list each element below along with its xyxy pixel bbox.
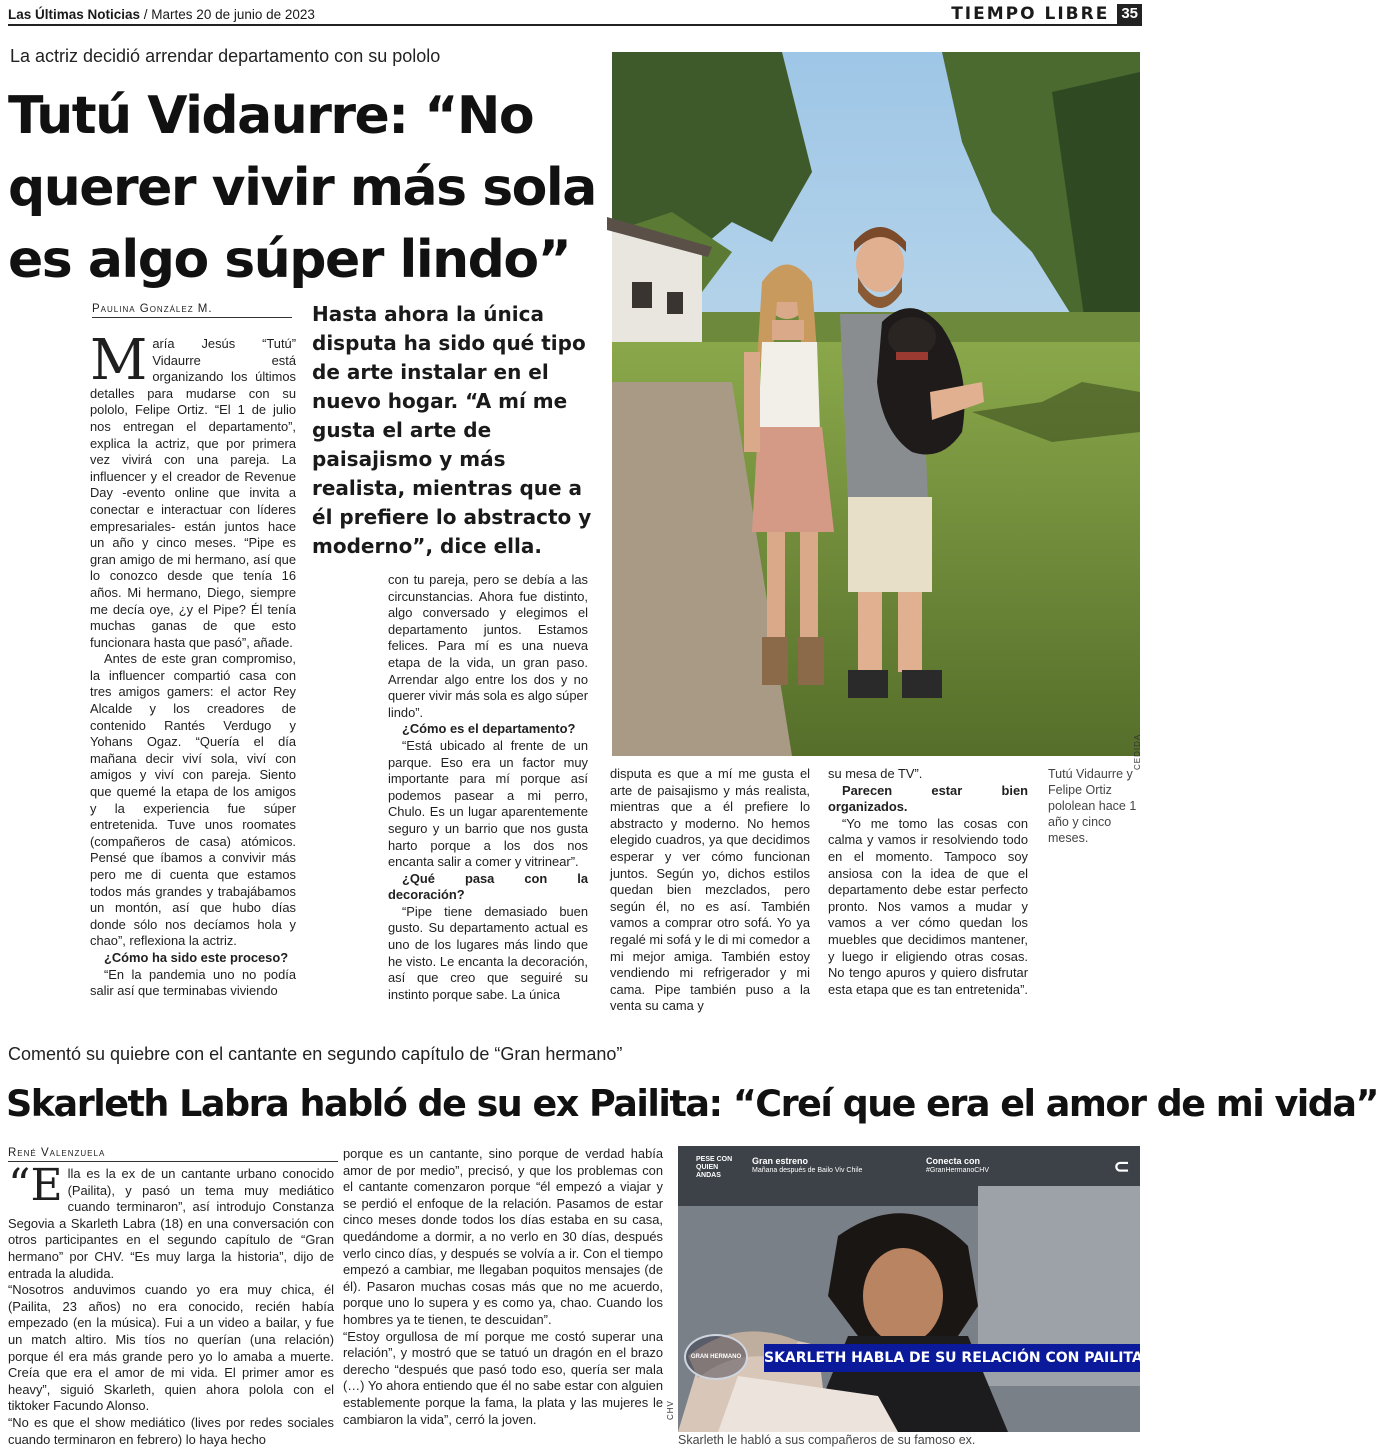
article2-caption: Skarleth le habló a sus compañeros de su famoso ex. (678, 1433, 976, 1447)
article2-photo-credit: CHV (666, 1400, 675, 1420)
article1-paragraph: “En la pandemia uno no podía salir así que terminabas viviendo (90, 966, 296, 999)
article2-paragraph: “Estoy orgullosa de mí porque me costó superar una relación”, y mostró que se tatuó un dragón en el brazo derecho “después que pasó todo eso, quería ser mala (…) Yo ahora entiendo que él no sabe estar con alguien establemente porque la fama, la plata y las mujeres le cambiaron la vida”, cerró la joven. (343, 1328, 663, 1427)
article2-paragraph: “No es que el show mediático (lives por redes sociales cuando terminaron en febrero) lo haya hecho (8, 1414, 334, 1447)
article1-paragraph: Antes de este gran compromiso, la influencer compartió casa con tres amigos gamers: el actor Rey Alcalde y los creadores de contenido Rantés Verdugo y Yohans Ogaz. “Quería el día mañana decir viví sola, viví con amigos y viví con pareja. Siento que quemé la etapa de los amigos y la experiencia fue súper entretenida. Tuve unos roomates (compañeros de casa) atómicos. Pensé que íbamos a convivir más pero me di cuenta que estamos todos más grandes y trabajábamos un montón, así que hubo días donde sólo nos decíamos hola y chao”, reflexiona la actriz. (90, 651, 296, 949)
article1-question: ¿Qué pasa con la decoración? (388, 870, 588, 903)
article1-headline: Tutú Vidaurre: “No querer vivir más sola es algo súper lindo” (8, 86, 596, 290)
dropcap: M (90, 328, 148, 393)
article1-paragraph: María Jesús “Tutú” Vidaurre está organizando los últimos detalles para mudarse con su pololo, Felipe Ortiz. “El 1 de julio nos entregan el departamento”, explica la actriz, que por primera vez vivirá con una pareja. La influencer y el creador de Revenue Day -evento online que invita a conectar e interactuar con líderes empresariales- están juntos hace un año y cinco meses. “Pipe es gran amigo de mi hermano, así que lo conozco desde que tenía 16 años. Mi hermano, Diego, siempre me decía oye, ¿y el Pipe? Él tenía muchas ganas de que esto funcionara hasta que pasó”, añade. (90, 328, 296, 650)
article2-byline: René Valenzuela (8, 1147, 338, 1162)
gran-hermano-logo: GRAN HERMANO (684, 1334, 748, 1380)
article2-column-2 (343, 1146, 663, 1428)
show-logo: PESE CON QUIEN ANDAS (696, 1156, 733, 1179)
page-header (8, 4, 1142, 26)
article1-paragraph: disputa es que a mí me gusta el arte de paisajismo y más realista, mientras que a él prefiere lo abstracto y moderno. No hemos elegido cuadros, ya que decidimos esperar y ver cómo funcionan juntos. Según yo, dichos estilos quedan bien mezclados, pero según él, no es así. También vamos a comprar otro sofá. Yo ya regalé mi sofá y le di mi comedor a mi mejor amiga. También estoy vendiendo mi refrigerador y mi cama. Pipe también puso a la venta su cama y (610, 766, 810, 1014)
article1-column-3 (610, 766, 810, 1015)
issue-date: / Martes 20 de junio de 2023 (140, 7, 315, 22)
article1-column-2 (388, 572, 588, 1003)
article2-headline: Skarleth Labra habló de su ex Pailita: “Creí que era el amor de mi vida” (6, 1082, 1378, 1125)
article1-paragraph: “Está ubicado al frente de un parque. Eso era un factor muy importante para mí porque así podemos pasear a mi perro, Chulo. Es un lugar aparentemente seguro y un barrio que nos gusta harto porque a los dos nos encanta salir a comer y vitrinear”. (388, 737, 588, 870)
couple-photo-illustration (612, 52, 1140, 756)
section-name: TIEMPO LIBRE (951, 4, 1110, 24)
article1-column-1 (90, 328, 296, 1000)
channel-corner-icon: ⊂ (1113, 1156, 1130, 1178)
article2-paragraph: porque es un cantante, sino porque de verdad había amor de por medio”, precisó, y que los problemas con el cantante comenzaron porque “él empezó a viajar y se perdió el enfoque de la relación. Pasamos de estar cinco meses donde todos los días estaba en su casa, quedándome a dormir, a no verlo en 30 días, después verlo cinco días, y después se volvía a ir. Con el tiempo empezó a cambiar, me llegaban poquitos mensajes (de él). Pasaron muchas cosas más que no me acuerdo, porque uno lo supera y es como ya, chao. Cuando los hombres ya te tienen, te descuidan”. (343, 1146, 663, 1327)
article1-caption: Tutú Vidaurre y Felipe Ortiz pololean hace 1 año y cinco meses. (1048, 767, 1137, 845)
article1-photo (612, 52, 1140, 756)
article1-question: ¿Cómo es el departamento? (402, 721, 576, 737)
article1-question: Parecen estar bien organizados. (828, 782, 1028, 815)
article1-pullquote: Hasta ahora la única disputa ha sido qué tipo de arte instalar en el nuevo hogar. “A mí me gusta el arte de paisajismo y más realista, mientras que a él prefiere lo abstracto y moderno”, dice ella. (312, 302, 592, 558)
article2-column-1 (8, 1160, 334, 1448)
article1-paragraph: “Yo me tomo las cosas con calma y vamos ir resolviendo todo en el momento. Tampoco soy ansiosa con la idea de que el departamento debe estar perfecto pronto. Nos vamos a mudar y vamos a ver cómo quedan los muebles que decidimos mantener, y luego ir eligiendo otras cosas. No tengo apuros y quiero disfrutar esta etapa que es tan entretenida”. (828, 815, 1028, 997)
page-number: 35 (1117, 4, 1142, 24)
article2-paragraph: “Nosotros anduvimos cuando yo era muy chica, él (Pailita, 23 años) no era conocido, recién había empezado (en la música). Fui a un video a bailar, y fue un match altiro. Mis tíos no querían (una relación) porque él era más grande pero yo lo amaba a muerte. Creía que era el amor de mi vida. El primer amor es heavy”, siguió Skarleth, quien ahora polola con el tiktoker Facundo Alonso. (8, 1282, 334, 1414)
dropcap: “E (8, 1160, 63, 1211)
tv-still-illustration (678, 1146, 1140, 1432)
article2-photo (678, 1146, 1143, 1432)
article1-paragraph: su mesa de TV”. (828, 766, 923, 781)
tv-lower-third-banner: SKARLETH HABLA DE SU RELACIÓN CON PAILITA (764, 1344, 1140, 1372)
article1-byline: Paulina González M. (92, 303, 292, 318)
article2-paragraph: “Ella es la ex de un cantante urbano conocido (Pailita), y pasó un tema muy mediático cuando terminaron”, así introdujo Constanza Segovia a Skarleth Labra (18) en una conversación con otros participantes en el segundo capítulo de “Gran hermano” por CHV. “Es muy larga la historia”, dijo de entrada la aludida. (8, 1160, 334, 1281)
section-label (951, 4, 1142, 24)
masthead (8, 7, 315, 22)
article1-paragraph: con tu pareja, pero se debía a las circunstancias. Ahora fue distinto, algo conversado y elegimos el departamento juntos. Estamos felices. Para mí es una nueva etapa de la vida, un gran paso. Arrendar algo entre los dos y no querer vivir más sola es algo súper lindo”. (388, 572, 588, 720)
article2-kicker: Comentó su quiebre con el cantante en segundo capítulo de “Gran hermano” (8, 1044, 623, 1064)
article1-kicker: La actriz decidió arrendar departamento con su pololo (10, 46, 441, 66)
article1-column-4 (828, 766, 1028, 998)
tv-tag-hashtag: Conecta con #GranHermanoCHV (926, 1156, 990, 1174)
article1-photo-credit: CEDIDA (1133, 733, 1142, 770)
article1-paragraph: “Pipe tiene demasiado buen gusto. Su departamento actual es uno de los lugares más lindo que he visto. Le encanta la decoración, así que creo que seguiré su instinto porque sabe. La única (388, 903, 588, 1002)
article1-question: ¿Cómo ha sido este proceso? (104, 949, 289, 965)
tv-tag-premiere: Gran estreno Mañana después de Bailo Viv Chile (752, 1156, 863, 1174)
paper-name: Las Últimas Noticias (8, 7, 141, 22)
